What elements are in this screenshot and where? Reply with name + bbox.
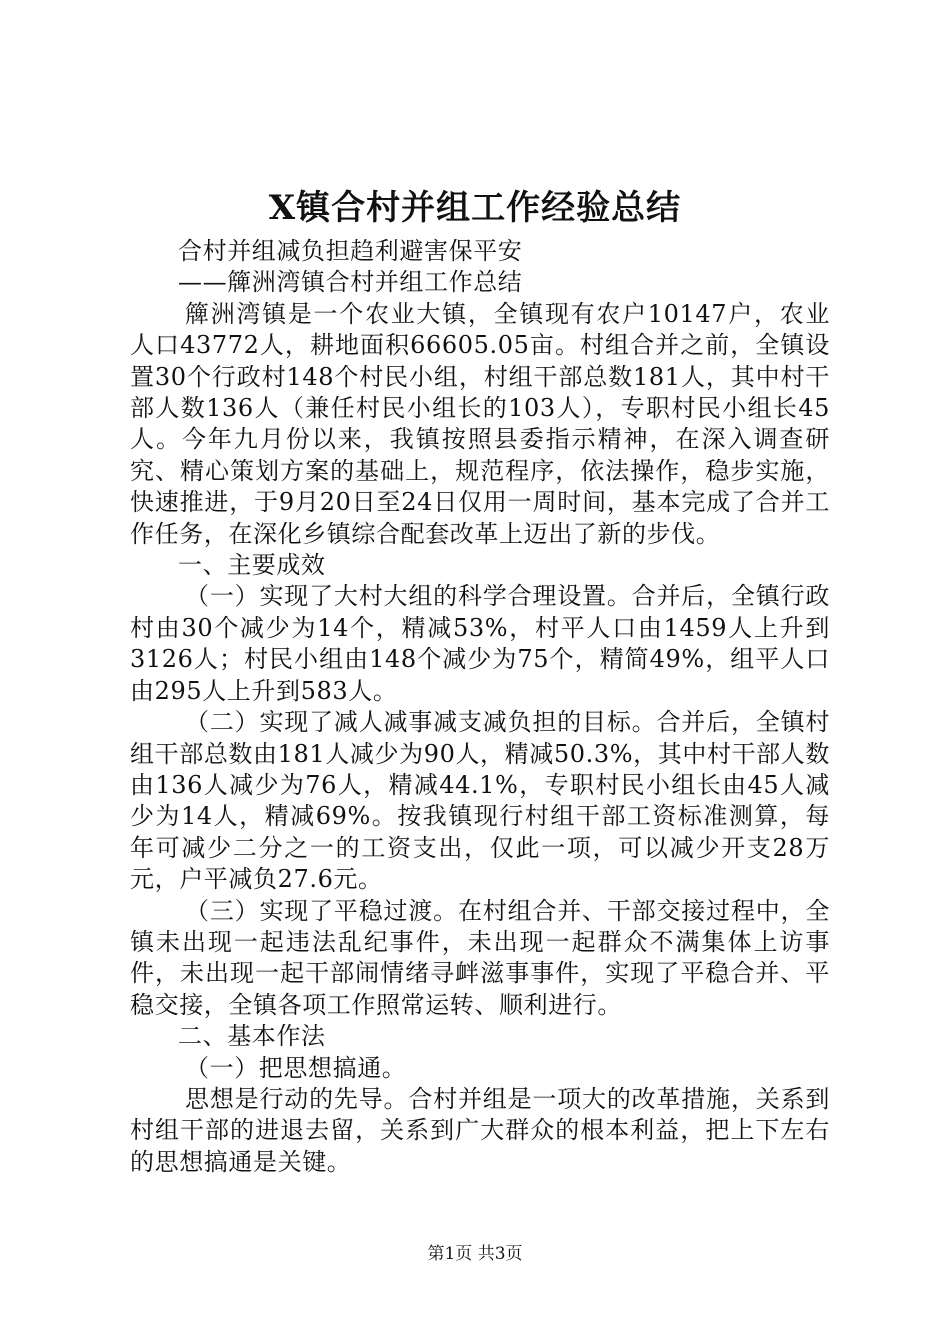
intro-paragraph: 簰洲湾镇是一个农业大镇，全镇现有农户10147户，农业人口43772人，耕地面积66605.05亩。村组合并之前，全镇设置30个行政村148个村民小组，村组干部总数181人，其中村干部人数136人（兼任村民小组长的103人），专职村民小组长45人。今年九月份以来，我镇按照县委指示精神，在深入调查研究、精心策划方案的基础上，规范程序，依法操作，稳步实施，快速推进，于9月20日至24日仅用一周时间，基本完成了合并工作任务，在深化乡镇综合配套改革上迈出了新的步伐。 [130,299,830,548]
result-paragraph-2: （二）实现了减人减事减支减负担的目标。合并后，全镇村组干部总数由181人减少为90人，精减50.3%，其中村干部人数由136人减少为76人，精减44.1%，专职村民小组长由45人减少为14人，精减69%。按我镇现行村组干部工资标准测算，每年可减少二分之一的工资支出，仅此一项，可以减少开支28万元，户平减负27.6元。 [130,708,830,894]
result-paragraph-3: （三）实现了平稳过渡。在村组合并、干部交接过程中，全镇未出现一起违法乱纪事件，未出现一起群众不满集体上访事件，未出现一起干部闹情绪寻衅滋事事件，实现了平稳合并、平稳交接，全镇各项工作照常运转、顺利进行。 [130,896,830,1019]
result-paragraph-1: （一）实现了大村大组的科学合理设置。合并后，全镇行政村由30个减少为14个，精减53%，村平人口由1459人上升到3126人；村民小组由148个减少为75个，精简49%，组平人口由295人上升到583人。 [130,582,830,705]
page-footer: 第1页 共3页 [427,1244,523,1264]
method-subheading-1: （一）把思想搞通。 [185,1053,407,1082]
document-title: X镇合村并组工作经验总结 [268,188,682,228]
subtitle-dash-line: ——簰洲湾镇合村并组工作总结 [178,268,523,297]
method-paragraph-1: 思想是行动的先导。合村并组是一项大的改革措施，关系到村组干部的进退去留，关系到广大群众的根本利益，把上下左右的思想搞通是关键。 [130,1084,830,1176]
subtitle-line: 合村并组减负担趋利避害保平安 [178,237,523,265]
section-heading-results: 一、主要成效 [178,551,326,580]
section-heading-methods: 二、基本作法 [178,1022,326,1051]
document-body [130,236,830,1178]
